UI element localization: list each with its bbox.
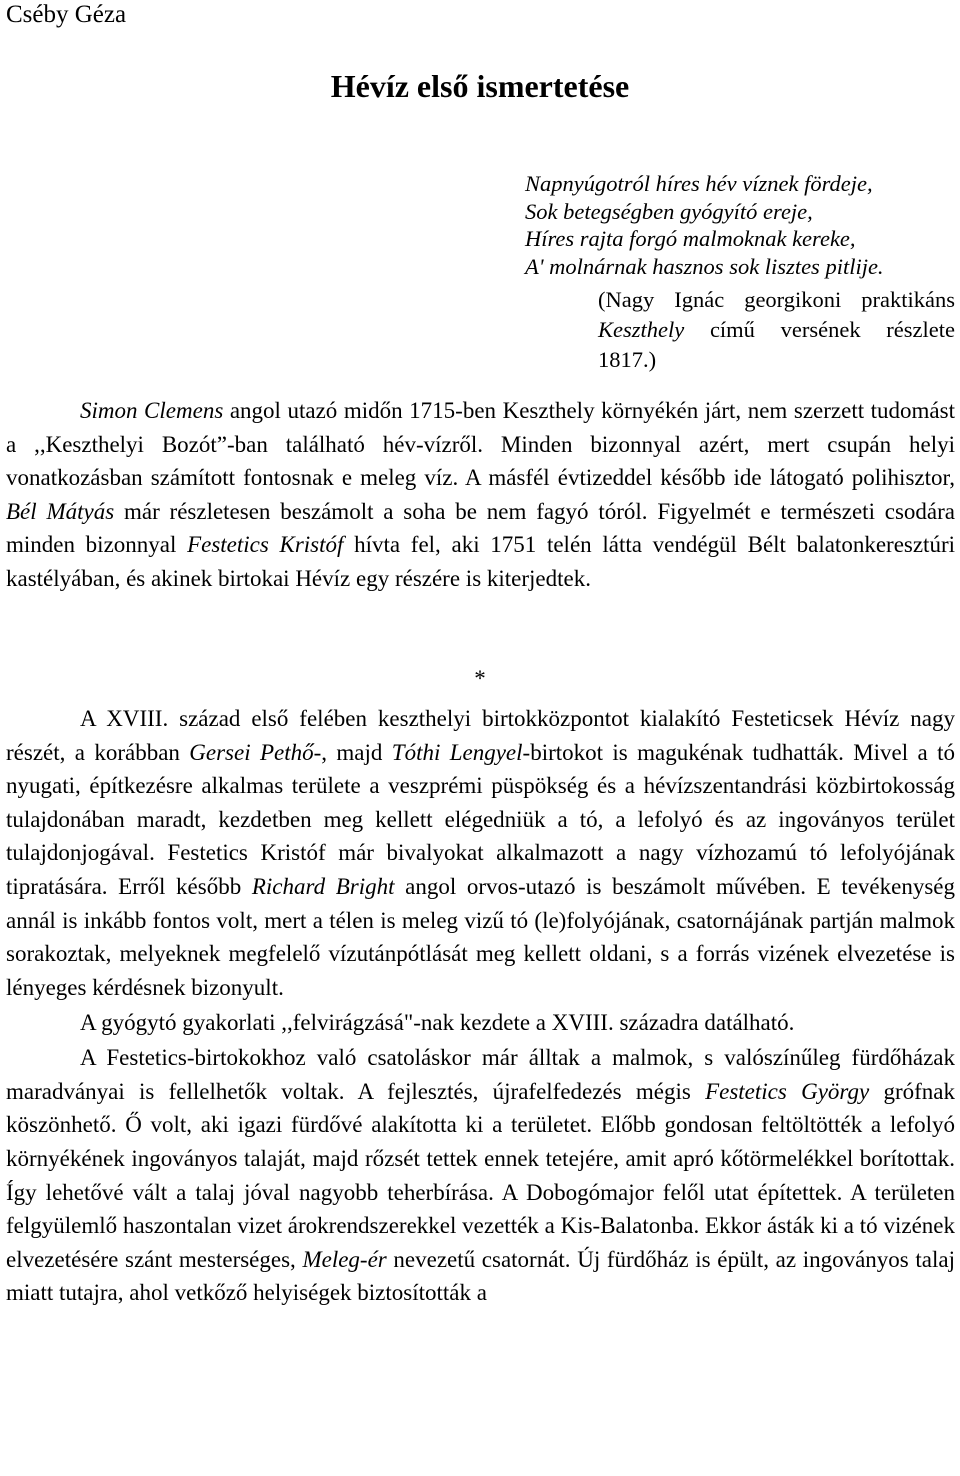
person-name: Bél Mátyás — [6, 498, 115, 524]
poem-line: Sok betegségben gyógyító ereje, — [525, 198, 813, 224]
text-run: hívta fel, aki 1751 telén látta vendégül Bélt balatonkeresztúri kastélyában, és akinek birtokai Hévíz egy részére is kiterjedtek. — [6, 532, 955, 591]
text-run: angol utazó midőn 1715-ben Keszthely környékén járt, nem szerzett tudomást a ,,Keszthelyi Bozót”-ban található hév-vízről. Minden bizonnyal azért, mert csupán helyi vonatkozásban számított fontosnak e meleg víz. A másfél évtizeddel később ide látogató polihisztor, — [6, 398, 955, 491]
text-run: A Festetics-birtokokhoz való csatoláskor már álltak a malmok, s valószínűleg fürdőházak maradványai is fellelhetők voltak. A fejlesztés, újrafelfedezés mégis — [6, 1045, 955, 1104]
paragraph: A gyógytó gyakorlati ,,felvirágzásá"-nak kezdete a XVIII. századra datálható. — [80, 1009, 795, 1035]
attribution-place: Keszthely — [598, 317, 685, 342]
page-title: Hévíz első ismertetése — [330, 68, 630, 104]
body-section-2 — [6, 702, 955, 1311]
text-run: -, majd — [313, 739, 392, 765]
section-separator: * — [474, 666, 486, 691]
text-run: -birtokot is magukénak tudhatták. Mivel a tó nyugati, építkezésre alkalmas területe a veszprémi püspökség és a hévízszentandrási közbirtokosság tulajdonában maradt, kezdetben meg kellett elégedniük a tó, a lefolyó és az ingoványos terület tulajdonjogával. Festetics Kristóf már bivalyokat alkalmazott a nagy vízhozamú tó lefolyójának tipratására. Erről később — [6, 739, 955, 899]
text-run: már részletesen beszámolt a soha be nem fagyó tóról. Figyelmét e természeti csodára minden bizonnyal — [6, 498, 955, 558]
text-run: angol orvos-utazó is beszámolt művében. E tevékenység annál is inkább fontos volt, mert a télen is meleg vizű tó (le)folyójának, csatornájának partján malmok sorakoztak, melyeknek megfelelő vízutánpótlását meg kellett oldani, s a forrás vizének elvezetése is lényeges kérdésnek bizonyult. — [6, 873, 955, 1000]
paragraph — [6, 1041, 955, 1310]
person-name: Richard Bright — [251, 873, 395, 899]
person-name: Festetics Kristóf — [187, 532, 344, 558]
text-run: nevezetű csatornát. Új fürdőház is épült, az ingoványos talaj miatt tutajra, ahol vetkőző helyiségek biztosították a — [6, 1246, 956, 1306]
body-section-1 — [6, 394, 955, 596]
text-run: A XVIII. század első felében keszthelyi birtokközpontot kialakító Festeticsek Hévíz nagy részét, a korábban — [6, 706, 955, 765]
poem-line: Napnyúgotról híres hév víznek fördeje, — [525, 171, 873, 196]
person-name: Tóthi Lengyel — [391, 739, 523, 765]
poem-attribution — [598, 285, 955, 375]
attribution-text: című versének részlete 1817.) — [598, 317, 955, 372]
paragraph — [6, 394, 955, 596]
text-run: grófnak köszönhető. Ő volt, aki igazi fürdővé alakította ki a területet. Előbb gondosan feltöltötték a lefolyó környékének ingoványos talaját, majd rőzsét tettek ennek tetejére, amit apró kőtörmelékkel borítottak. Így lehetővé vált a talaj jóval nagyobb teherbírása. A Dobogómajor felől utat építettek. A területen felgyülemlő haszontalan vizet árokrendszerekkel vezették a Kis-Balatonba. Ekkor ásták ki a tó vizének elvezetésére szánt mesterséges, — [6, 1078, 956, 1272]
poem-quote — [525, 170, 884, 280]
person-name: Festetics György — [705, 1078, 870, 1104]
attribution-text: (Nagy Ignác georgikoni praktikáns — [598, 287, 955, 312]
place-name: Meleg-ér — [302, 1246, 387, 1272]
poem-line: Híres rajta forgó malmoknak kereke, — [525, 226, 856, 251]
paragraph — [6, 702, 955, 1004]
person-name: Simon Clemens — [80, 398, 224, 423]
author-name: Cséby Géza — [6, 1, 127, 28]
person-name: Gersei Pethő — [189, 739, 314, 765]
poem-line: A' molnárnak hasznos sok lisztes pitlije. — [525, 253, 884, 279]
